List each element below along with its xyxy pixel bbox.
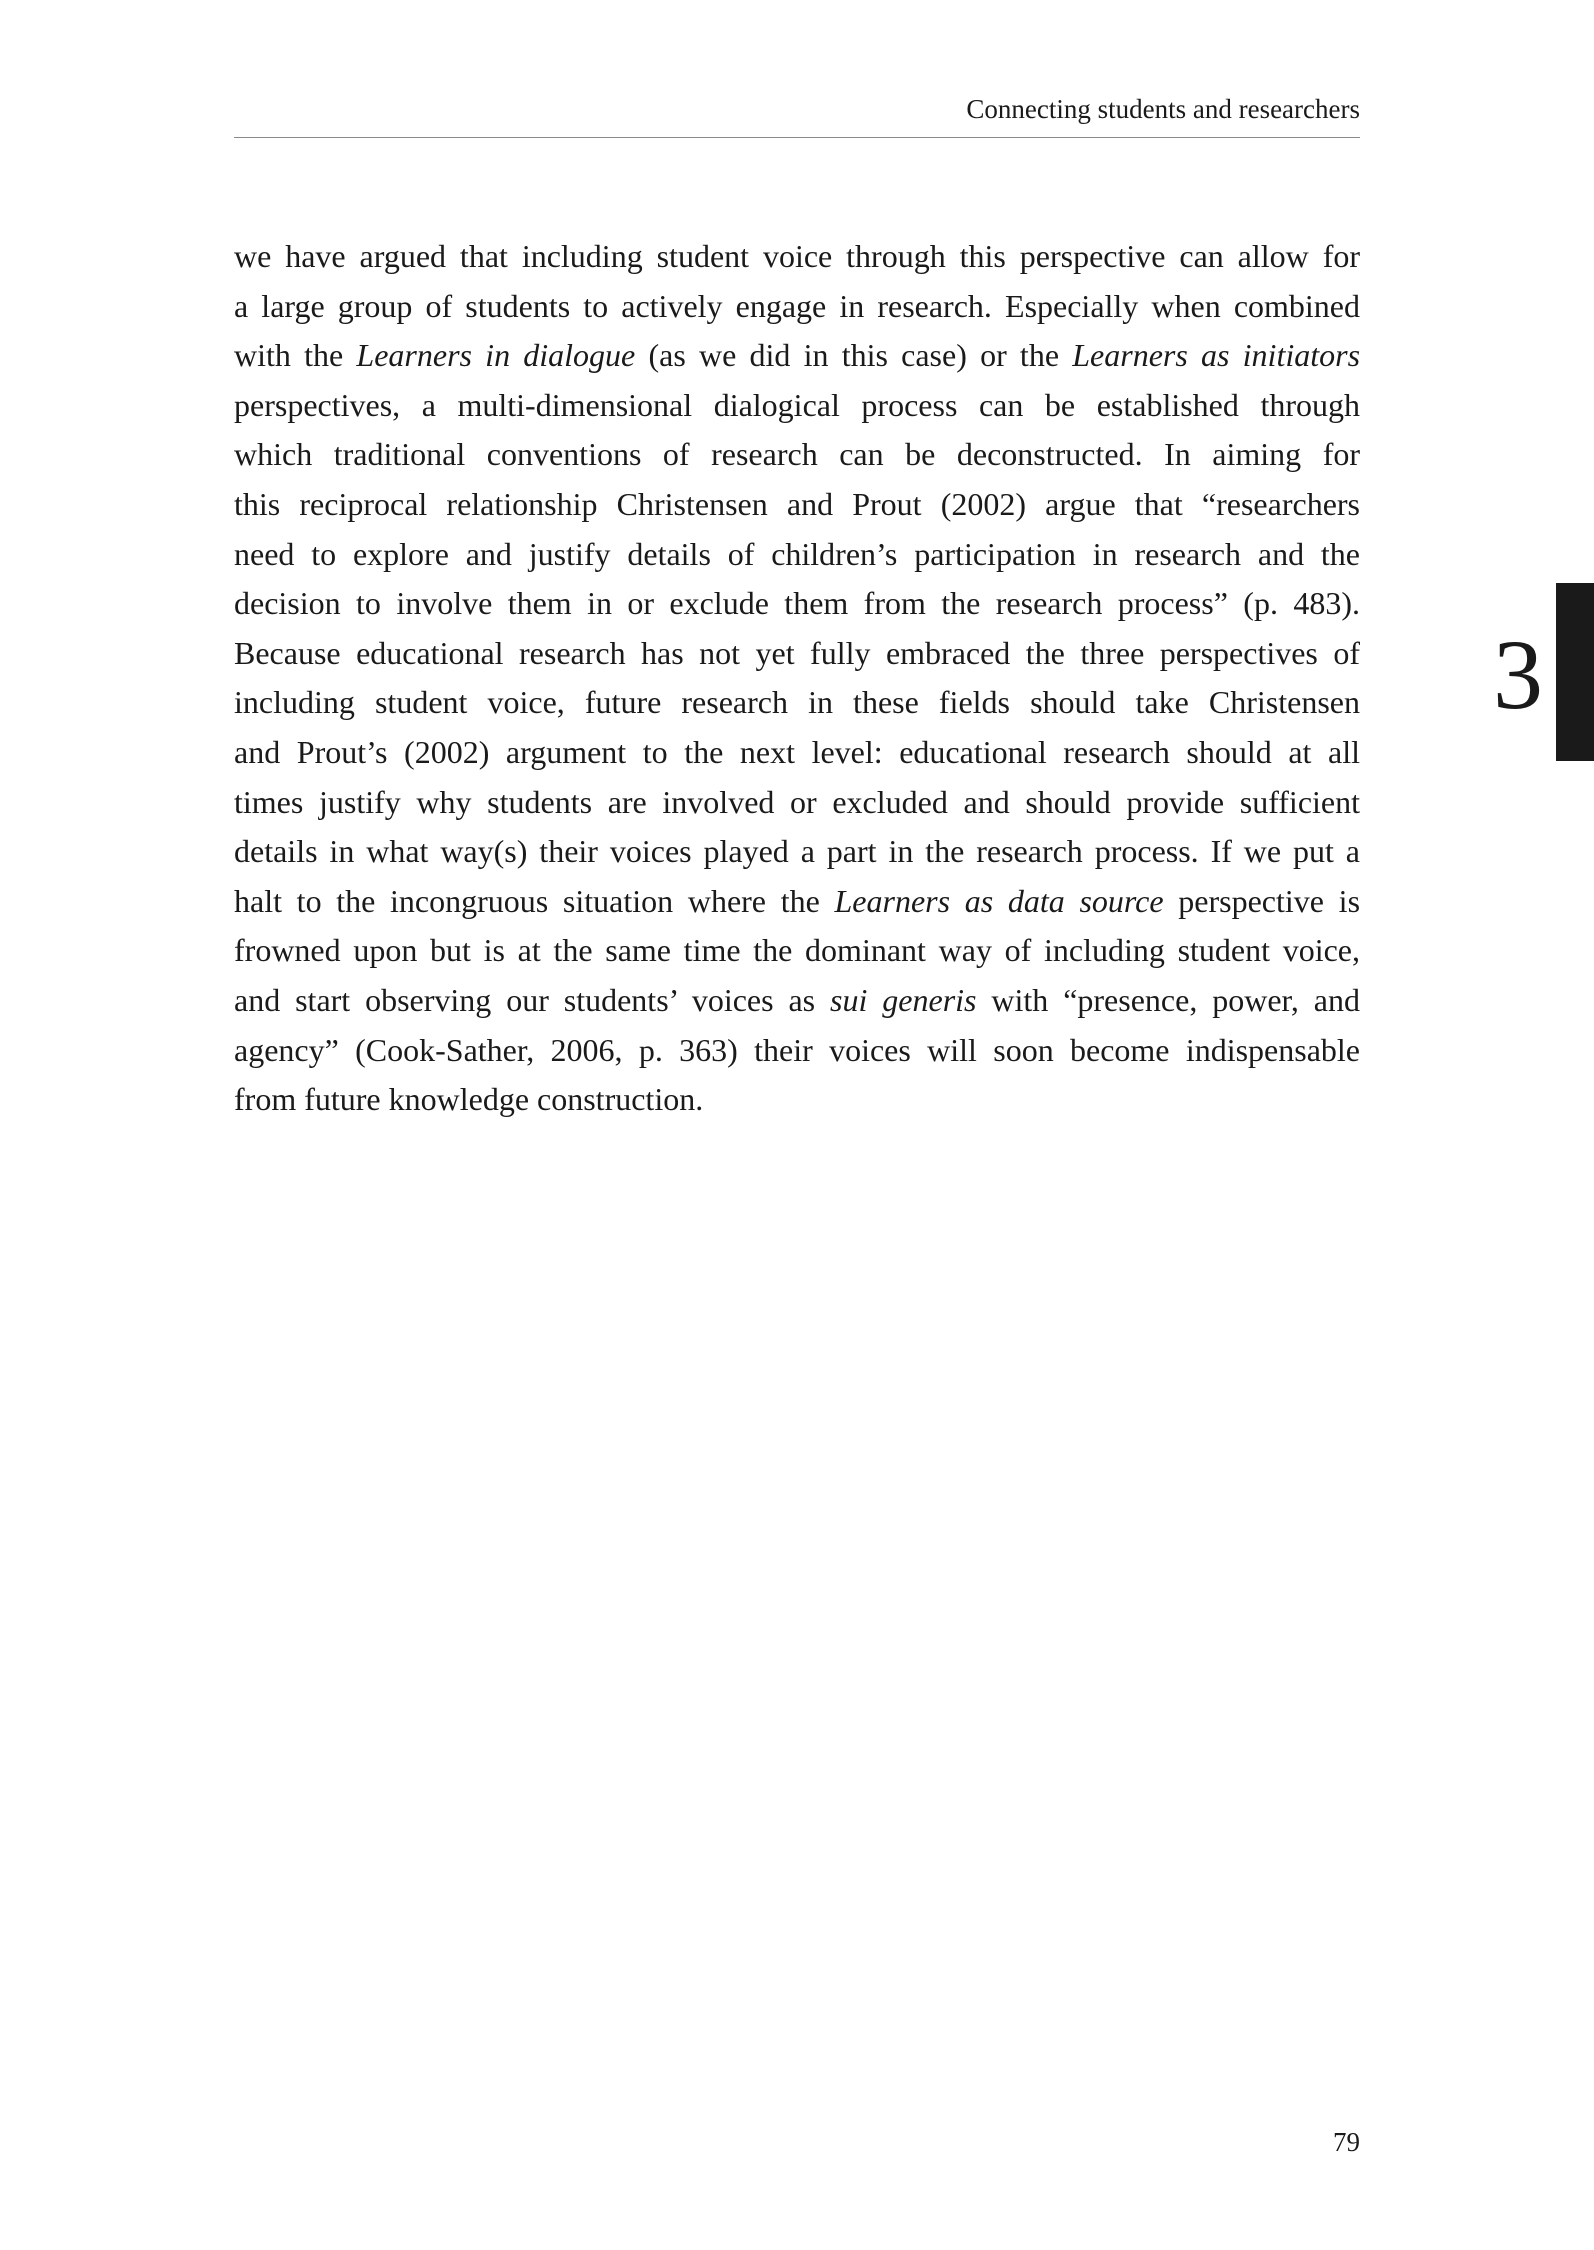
text-run: need to explore and justify details of children’s participation in research and the [234, 535, 1360, 572]
text-line [234, 282, 1360, 332]
text-run: we have argued that including student voice through this perspective can allow for [234, 238, 1360, 274]
text-run: halt to the incongruous situation where the [234, 882, 835, 919]
text-run: (as we did in this case) or the [635, 337, 1073, 374]
text-run: and Prout’s (2002) argument to the next level: educational research should at all [234, 733, 1360, 770]
page-number: 79 [1333, 2127, 1360, 2157]
text-run: including student voice, future research in these fields should take Christensen [234, 684, 1360, 721]
text-run: from future knowledge construction. [234, 1081, 704, 1118]
text-line [234, 877, 1360, 927]
text-run: agency” (Cook-Sather, 2006, p. 363) their voices will soon become indispensable [234, 1031, 1360, 1068]
text-line [234, 629, 1360, 679]
header-rule [234, 137, 1360, 138]
text-run: times justify why students are involved or excluded and should provide sufficient [234, 783, 1360, 820]
text-run: Because educational research has not yet fully embraced the three perspectives of [234, 634, 1360, 671]
italic-run: sui generis [830, 981, 977, 1018]
text-run: with “presence, power, and [976, 981, 1360, 1018]
text-line [234, 430, 1360, 480]
text-line [234, 678, 1360, 728]
text-line [234, 1075, 1360, 1125]
text-line [234, 381, 1360, 431]
text-line [234, 530, 1360, 580]
chapter-tab-marker [1556, 583, 1594, 761]
italic-run: Learners as initiators [1072, 337, 1360, 374]
text-line [234, 827, 1360, 877]
text-line [234, 579, 1360, 629]
running-header: Connecting students and researchers [966, 94, 1360, 124]
text-run: this reciprocal relationship Christensen and Prout (2002) argue that “researchers [234, 485, 1360, 522]
text-run: with the [234, 337, 357, 374]
text-run: which traditional conventions of research can be deconstructed. In aiming for [234, 436, 1360, 473]
text-line [234, 232, 1360, 282]
text-run: a large group of students to actively engage in research. Especially when combined [234, 287, 1360, 324]
text-run: and start observing our students’ voices as [234, 981, 831, 1018]
text-line [234, 778, 1360, 828]
text-run: decision to involve them in or exclude them from the research process” (p. 483). [234, 585, 1360, 622]
text-line [234, 1026, 1360, 1076]
text-line [234, 728, 1360, 778]
italic-run: Learners as data source [834, 882, 1164, 919]
text-line [234, 331, 1360, 381]
text-line [234, 926, 1360, 976]
body-paragraph [234, 232, 1360, 1125]
text-run: frowned upon but is at the same time the dominant way of including student voice, [234, 932, 1360, 969]
italic-run: Learners in dialogue [356, 337, 636, 374]
text-run: perspective is [1163, 882, 1360, 919]
chapter-number: 3 [1493, 619, 1543, 730]
text-run: perspectives, a multi-dimensional dialogical process can be established through [234, 386, 1360, 423]
text-run: details in what way(s) their voices played a part in the research process. If we put a [234, 833, 1360, 870]
text-line [234, 976, 1360, 1026]
text-line [234, 480, 1360, 530]
